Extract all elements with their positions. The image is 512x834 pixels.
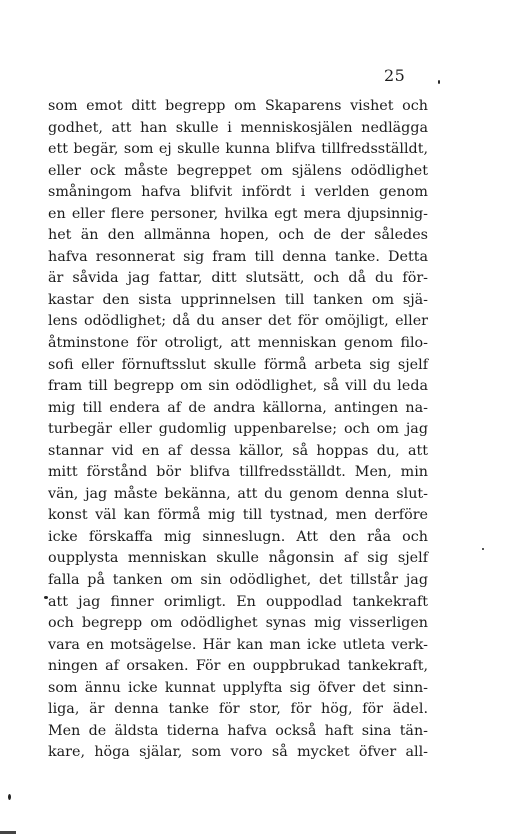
text-line: stannar vid en af dessa källor, så hoppas du, att [48, 442, 428, 459]
text-line: är såvida jag fattar, ditt slutsätt, och då du för- [48, 270, 428, 287]
text-line: fram till begrepp om sin odödlighet, så vill du leda [48, 378, 428, 395]
ink-speck [438, 80, 440, 84]
text-line: kastar den sista upprinnelsen till tanken om sjä- [48, 291, 428, 308]
page-number: 25 [384, 66, 406, 85]
text-line: Men de äldsta tiderna hafva också haft sina tän- [48, 722, 428, 739]
text-line: lens odödlighet; då du anser det för omöjligt, eller [48, 313, 428, 330]
text-line: het än den allmänna hopen, och de der således [48, 227, 428, 244]
text-line: ett begär, som ej skulle kunna blifva tillfredsställdt, [48, 141, 428, 158]
text-line: turbegär eller gudomlig uppenbarelse; och om jag [48, 421, 428, 438]
text-line: vän, jag måste bekänna, att du genom denna slut- [48, 485, 428, 502]
text-line: och begrepp om odödlighet synas mig visserligen [48, 615, 428, 632]
text-line: sofi eller förnuftsslut skulle förmå arbeta sig sjelf [48, 356, 428, 373]
text-line: mig till endera af de andra källorna, antingen na- [48, 399, 428, 416]
ink-speck [8, 794, 11, 800]
text-line: godhet, att han skulle i menniskosjälen nedlägga [48, 119, 428, 136]
text-line: som emot ditt begrepp om Skaparens vishet och [48, 98, 428, 114]
text-line: falla på tanken om sin odödlighet, det tillstår jag [48, 572, 428, 589]
text-line: liga, är denna tanke för stor, för hög, för ädel. [48, 701, 428, 718]
text-line: oupplysta menniskan skulle någonsin af sig sjelf [48, 550, 428, 567]
ink-speck [44, 596, 48, 599]
text-line: som ännu icke kunnat upplyfta sig öfver det sinn- [48, 679, 428, 696]
body-text [48, 96, 428, 764]
text-line: eller ock måste begreppet om själens odödlighet [48, 162, 428, 179]
text-line: åtminstone för otroligt, att menniskan genom filo- [48, 335, 428, 352]
text-line: en eller flere personer, hvilka egt mera djupsinnig- [48, 205, 428, 222]
text-line: mitt förstånd bör blifva tillfredsställdt. Men, min [48, 464, 428, 481]
text-line: ningen af orsaken. För en ouppbrukad tankekraft, [48, 658, 428, 675]
text-line: vara en motsägelse. Här kan man icke utleta verk- [48, 636, 428, 653]
ink-speck [482, 548, 484, 550]
text-line: kare, höga själar, som voro så mycket öfver all- [48, 744, 428, 761]
text-line: icke förskaffa mig sinneslugn. Att den råa och [48, 528, 428, 545]
text-line: att jag finner orimligt. En ouppodlad tankekraft [48, 593, 428, 610]
text-line: konst väl kan förmå mig till tystnad, men derföre [48, 507, 428, 524]
text-line: hafva resonnerat sig fram till denna tanke. Detta [48, 248, 428, 265]
text-line: småningom hafva blifvit infördt i verlden genom [48, 184, 428, 201]
